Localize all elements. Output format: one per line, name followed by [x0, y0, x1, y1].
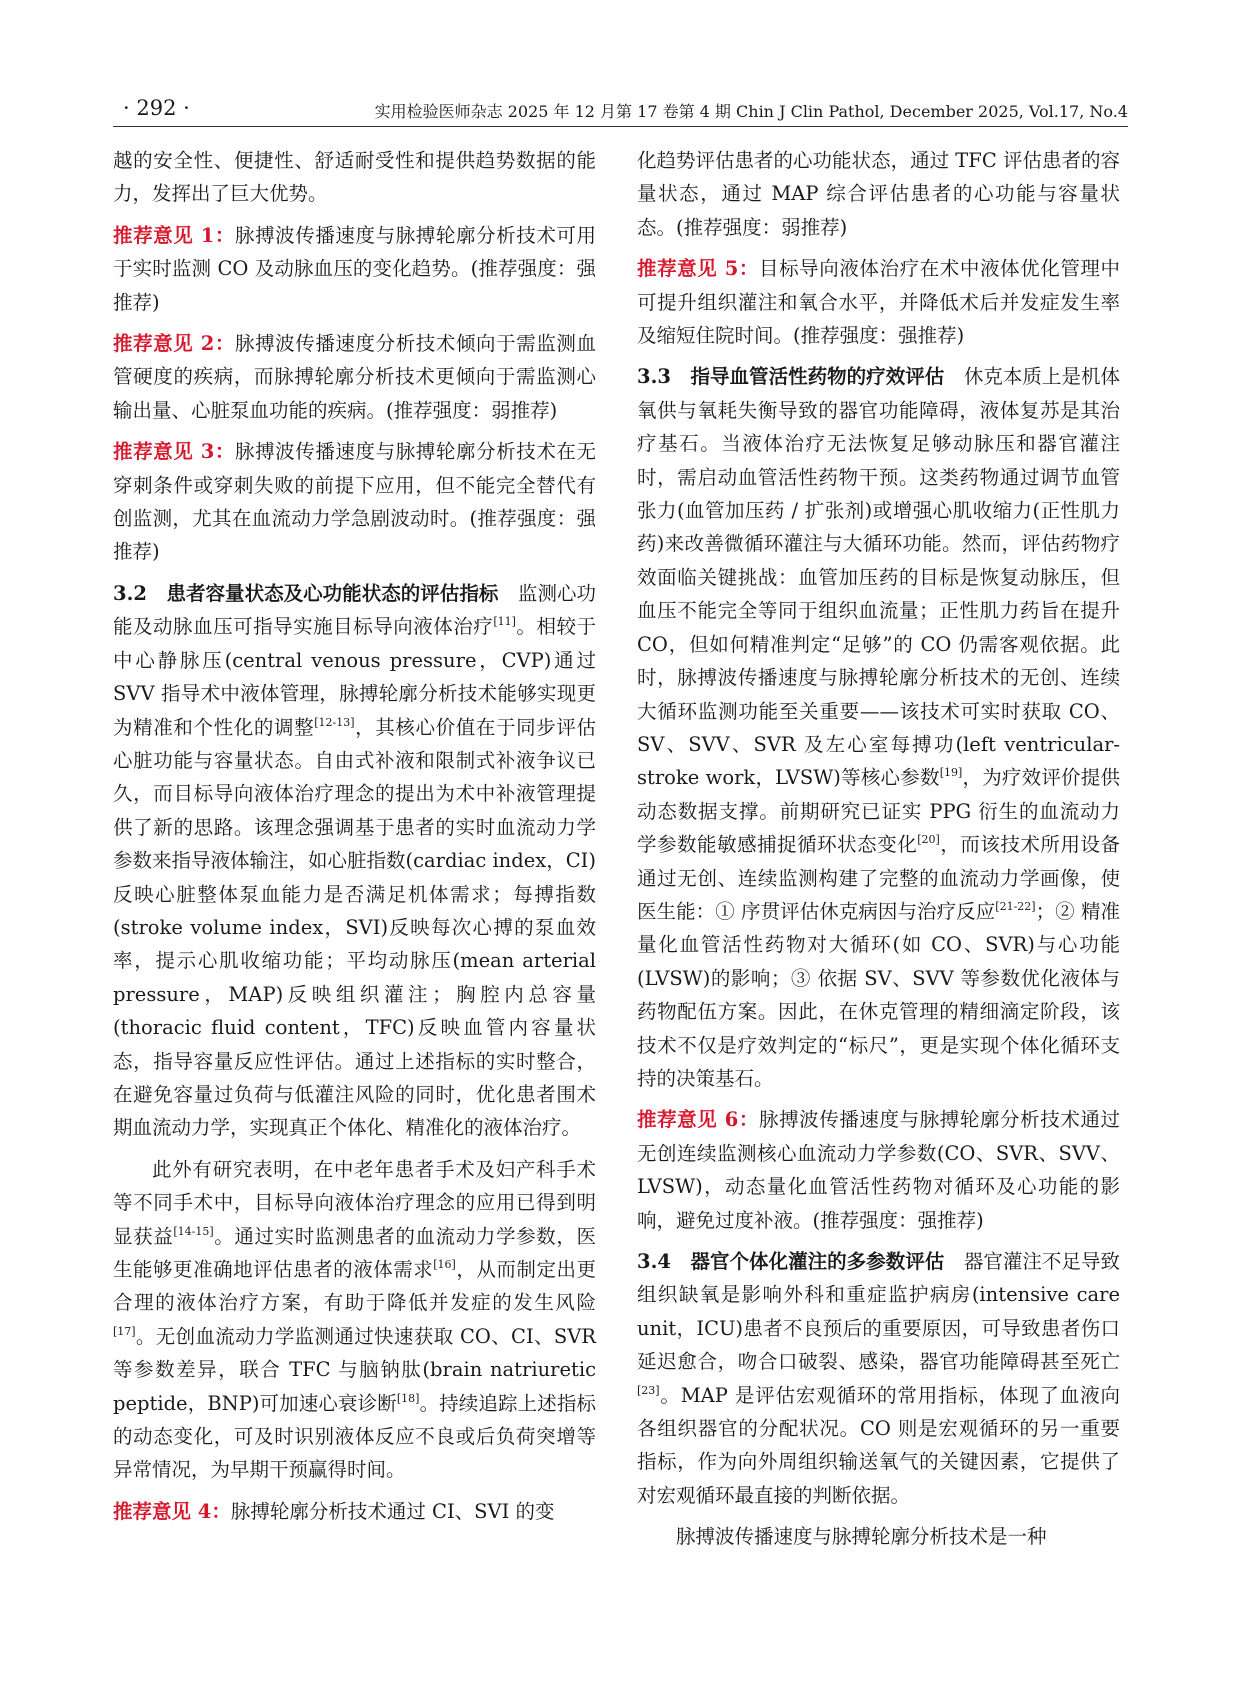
running-head: 实用检验医师杂志 2025 年 12 月第 17 卷第 4 期 Chin J Clin Pathol, December 2025, Vol.17, No.4 [374, 102, 1128, 121]
section-3-3 [637, 360, 1120, 1095]
rec-text: 脉搏波传播速度与脉搏轮廓分析技术通过无创连续监测核心血流动力学参数(CO、SVR、SVV、LVSW)，动态量化血管活性药物对循环及心功能的影响，避免过度补液。(推荐强度：强推荐) [637, 1108, 1120, 1232]
rec-text: 化趋势评估患者的心功能状态，通过 TFC 评估患者的容量状态，通过 MAP 综合评估患者的心功能与容量状态。(推荐强度：弱推荐) [637, 149, 1120, 239]
body-text: 器官灌注不足导致组织缺氧是影响外科和重症监护病房(intensive care unit，ICU)患者不良预后的重要原因，可导致患者伤口延迟愈合，吻合口破裂、感染，器官功能障碍甚至死亡 [637, 1250, 1120, 1374]
rec-label: 推荐意见 4： [113, 1499, 231, 1523]
rec-label: 推荐意见 1： [113, 223, 235, 247]
body-text: 。持续追踪上述指标的动态变化，可及时识别液体反应不良或后负荷突增等异常情况，为早期干预赢得时间。 [113, 1391, 596, 1482]
body-text: 。通过实时监测患者的血流动力学参数，医生能够更准确地评估患者的液体需求 [113, 1224, 596, 1281]
recommendation-2 [113, 327, 596, 427]
body-text: 监测心功能及动脉血压可指导实施目标导向液体治疗 [113, 581, 596, 639]
intro-text: 越的安全性、便捷性、舒适耐受性和提供趋势数据的能力，发挥出了巨大优势。 [113, 149, 596, 206]
rec-label: 推荐意见 3： [113, 440, 235, 464]
rec-text: 脉搏轮廓分析技术通过 CI、SVI 的变 [230, 1499, 555, 1523]
citation: [12-13] [314, 715, 355, 729]
section-3-2 [113, 577, 596, 1145]
right-column [637, 144, 1120, 1554]
rec-text: 脉搏波传播速度分析技术倾向于需监测血管硬度的疾病，而脉搏轮廓分析技术更倾向于需监测心输出量、心脏泵血功能的疾病。(推荐强度：弱推荐) [113, 332, 596, 422]
section-3-4 [637, 1245, 1120, 1512]
body-text: ，其核心价值在于同步评估心脏功能与容量状态。自由式补液和限制式补液争议已久，而目标导向液体治疗理念的提出为术中补液管理提供了新的思路。该理念强调基于患者的实时血流动力学参数来指导液体输注，如心脏指数(cardiac index，CI)反映心脏整体泵血能力是否满足机体需求；每搏指数(stroke volume index，SVI)反映每次心搏的泵血效率，提示心肌收缩功能；平均动脉压(mean arterial pressure，MAP)反映组织灌注；胸腔内总容量(thoracic fluid content，TFC)反映血管内容量状态，指导容量反应性评估。通过上述指标的实时整合，在避免容量过负荷与低灌注风险的同时，优化患者围术期血流动力学，实现真正个体化、精准化的液体治疗。 [113, 715, 596, 1140]
body-paragraph [113, 1153, 596, 1487]
recommendation-6 [637, 1103, 1120, 1237]
citation: [18] [396, 1391, 420, 1405]
body-text: 。相较于中心静脉压(central venous pressure，CVP)通过 SVV 指导术中液体管理，脉搏轮廓分析技术能够实现更为精准和个性化的调整 [113, 615, 596, 739]
recommendation-3 [113, 435, 596, 569]
page-header [113, 96, 1128, 126]
citation: [20] [917, 833, 940, 847]
recommendation-4 [113, 1495, 596, 1528]
body-text: 。MAP 是评估宏观循环的常用指标，体现了血液向各组织器官的分配状况。CO 则是宏观循环的另一重要指标，作为向外周组织输送氧气的关键因素，它提供了对宏观循环最直接的判断依据。 [637, 1383, 1120, 1507]
rec-label: 推荐意见 5： [637, 257, 759, 281]
rec-text: 脉搏波传播速度与脉搏轮廓分析技术在无穿刺条件或穿刺失败的前提下应用，但不能完全替代有创监测，尤其在血流动力学急剧波动时。(推荐强度：强推荐) [113, 440, 596, 564]
left-column [113, 144, 596, 1528]
recommendation-4-continued [637, 144, 1120, 244]
citation: [21-22] [995, 899, 1036, 913]
page-number: · 292 · [123, 96, 190, 120]
recommendation-5 [637, 252, 1120, 352]
body-paragraph [637, 1520, 1120, 1553]
intro-paragraph [113, 144, 596, 211]
rec-text: 目标导向液体治疗在术中液体优化管理中可提升组织灌注和氧合水平，并降低术后并发症发生率及缩短住院时间。(推荐强度：强推荐) [637, 257, 1120, 348]
citation: [17] [113, 1324, 136, 1338]
section-heading: 3.4 器官个体化灌注的多参数评估 [637, 1250, 945, 1273]
body-text: 。无创血流动力学监测通过快速获取 CO、CI、SVR 等参数差异，联合 TFC 与脑钠肽(brain natriuretic peptide，BNP)可加速心衰诊断 [113, 1324, 596, 1415]
citation: [14-15] [173, 1224, 214, 1238]
citation: [19] [939, 766, 963, 780]
header-rule [113, 126, 1128, 127]
rec-text: 脉搏波传播速度与脉搏轮廓分析技术可用于实时监测 CO 及动脉血压的变化趋势。(推荐强度：强推荐) [113, 223, 596, 314]
section-heading: 3.3 指导血管活性药物的疗效评估 [637, 365, 945, 389]
rec-label: 推荐意见 2： [113, 332, 235, 356]
body-text: ；② 精准量化血管活性药物对大循环(如 CO、SVR)与心功能(LVSW)的影响；③ 依据 SV、SVV 等参数优化液体与药物配伍方案。因此，在休克管理的精细滴定阶段，该技术不仅是疗效判定的“标尺”，更是实现个体化循环支持的决策基石。 [637, 899, 1121, 1090]
recommendation-1 [113, 219, 596, 319]
rec-label: 推荐意见 6： [637, 1108, 759, 1132]
body-text: 此外有研究表明，在中老年患者手术及妇产科手术等不同手术中，目标导向液体治疗理念的应用已得到明显获益 [113, 1157, 596, 1248]
body-text: ，从而制定出更合理的液体治疗方案，有助于降低并发症的发生风险 [113, 1258, 596, 1315]
citation: [16] [433, 1258, 456, 1271]
body-text: 脉搏波传播速度与脉搏轮廓分析技术是一种 [676, 1525, 1047, 1549]
body-text: 休克本质上是机体氧供与氧耗失衡导致的器官功能障碍，液体复苏是其治疗基石。当液体治疗无法恢复足够动脉压和器官灌注时，需启动血管活性药物干预。这类药物通过调节血管张力(血管加压药 / 扩张剂)或增强心肌收缩力(正性肌力药)来改善微循环灌注与大循环功能。然而，评估药物疗效面临关键挑战：血管加压药的目标是恢复动脉压，但血压不能完全等同于组织血流量；正性肌力药旨在提升 CO，但如何精准判定“足够”的 CO 仍需客观依据。此时，脉搏波传播速度与脉搏轮廓分析技术的无创、连续大循环监测功能至关重要——该技术可实时获取 CO、SV、SVV、SVR 及左心室每搏功(left ventricular-stroke work，LVSW)等核心参数 [637, 365, 1120, 790]
citation: [11] [493, 615, 516, 629]
section-heading: 3.2 患者容量状态及心功能状态的评估指标 [113, 581, 499, 605]
body-text: ，为疗效评价提供动态数据支撑。前期研究已证实 PPG 衍生的血流动力学参数能敏感捕捉循环状态变化 [637, 766, 1120, 857]
citation: [23] [637, 1383, 660, 1397]
body-text: ，而该技术所用设备通过无创、连续监测构建了完整的血流动力学画像，使医生能：① 序贯评估休克病因与治疗反应 [637, 833, 1120, 923]
